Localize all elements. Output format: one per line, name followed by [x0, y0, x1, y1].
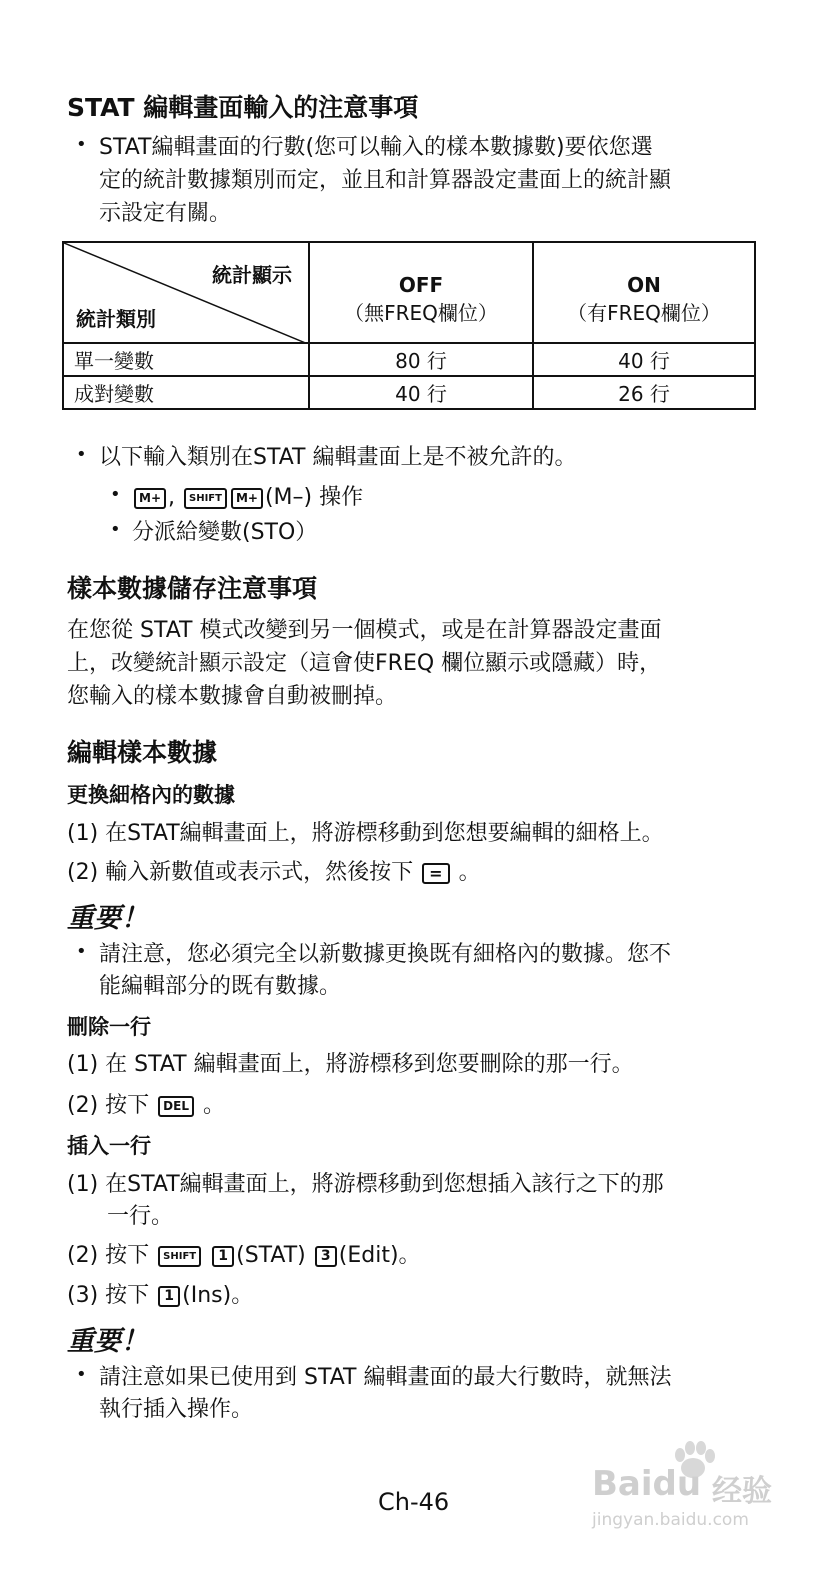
row-label: 單一變數: [63, 343, 309, 376]
corner-header-type: 統計類別: [76, 307, 156, 331]
step-line: (1) 在 STAT 編輯畫面上，將游標移到您要刪除的那一行。: [67, 1052, 634, 1077]
important-heading: 重要！: [67, 1326, 148, 1357]
paragraph-line: 示設定有關。: [99, 201, 232, 226]
section-title-stat-input: STAT 編輯畫面輸入的注意事項: [67, 93, 419, 122]
step-text: 。: [202, 1093, 225, 1118]
watermark-brand: Baidu: [592, 1464, 702, 1504]
step-line: (1) 在STAT編輯畫面上，將游標移動到您想插入該行之下的那: [67, 1172, 664, 1197]
shift-key: SHIFT: [158, 1246, 201, 1267]
step-line: [67, 855, 481, 886]
row-label: 成對變數: [63, 376, 309, 409]
step-line: (1) 在STAT編輯畫面上，將游標移動到您想要編輯的細格上。: [67, 821, 664, 846]
step-line: 一行。: [107, 1204, 174, 1229]
bullet-dot: •: [76, 444, 87, 465]
step-line: [67, 1278, 253, 1309]
step-line: [67, 1238, 421, 1269]
table-row: [63, 343, 755, 376]
step-text: (STAT): [236, 1243, 306, 1268]
subheading-replace: 更換細格內的數據: [67, 783, 235, 807]
step-text: (Edit)。: [338, 1243, 421, 1268]
step-text: 。: [458, 860, 481, 885]
paragraph-line: 您輸入的樣本數據會自動被刪掉。: [67, 684, 398, 709]
subheading-delete: 刪除一行: [67, 1015, 151, 1039]
bullet-dot: •: [110, 519, 121, 540]
paragraph-line: 以下輸入類別在STAT 編輯畫面上是不被允許的。: [99, 445, 577, 470]
key-1: 1: [212, 1246, 234, 1267]
keystroke-text: (M–) 操作: [264, 485, 364, 510]
header-on-title: ON: [627, 273, 661, 297]
paragraph-line: 在您從 STAT 模式改變到另一個模式，或是在計算器設定畫面: [67, 618, 662, 643]
watermark-url: jingyan.baidu.com: [592, 1510, 749, 1530]
step-line: [67, 1088, 225, 1119]
step-text: (Ins)。: [182, 1283, 254, 1308]
m-plus-key: M+: [231, 488, 263, 509]
paragraph-line: 執行插入操作。: [99, 1397, 254, 1422]
table-corner-cell: [63, 242, 309, 343]
section-title-edit: 編輯樣本數據: [67, 738, 218, 767]
corner-header-display: 統計顯示: [212, 263, 292, 287]
bullet-dot: •: [110, 484, 121, 505]
important-heading: 重要！: [67, 903, 148, 934]
header-off-title: OFF: [398, 273, 444, 297]
paragraph-line: STAT編輯畫面的行數(您可以輸入的樣本數據數)要依您選: [99, 135, 653, 160]
header-off-sub: （無FREQ欄位）: [344, 301, 498, 325]
step-text: (3) 按下: [67, 1283, 150, 1308]
step-text: (2) 按下: [67, 1093, 150, 1118]
table-header-off: [309, 242, 533, 343]
table-header-on: [533, 242, 755, 343]
paragraph-line: 請注意，您必須完全以新數據更換既有細格內的數據。您不: [99, 942, 672, 967]
equals-key: =: [422, 863, 449, 884]
subheading-insert: 插入一行: [67, 1134, 151, 1158]
paragraph-line: 分派給變數(STO）: [132, 520, 318, 545]
row-on-value: 40 行: [533, 343, 755, 376]
paragraph-line: 定的統計數據類別而定，並且和計算器設定畫面上的統計顯: [99, 168, 672, 193]
step-text: (2) 輸入新數值或表示式，然後按下: [67, 860, 414, 885]
separator: ,: [168, 485, 175, 510]
row-on-value: 26 行: [533, 376, 755, 409]
stat-rows-table: [62, 241, 756, 410]
shift-key: SHIFT: [184, 488, 227, 509]
paragraph-line: 能編輯部分的既有數據。: [99, 974, 342, 999]
watermark-cn: 经验: [712, 1474, 772, 1509]
del-key: DEL: [158, 1096, 194, 1117]
key-3: 3: [315, 1246, 337, 1267]
row-off-value: 40 行: [309, 376, 533, 409]
bullet-dot: •: [76, 134, 87, 155]
row-off-value: 80 行: [309, 343, 533, 376]
paragraph-line: 請注意如果已使用到 STAT 編輯畫面的最大行數時，就無法: [99, 1365, 672, 1390]
keystroke-line-mminus: [132, 480, 363, 511]
table-row: [63, 376, 755, 409]
section-title-storage: 樣本數據儲存注意事項: [67, 574, 318, 603]
header-on-sub: （有FREQ欄位）: [567, 301, 721, 325]
bullet-dot: •: [76, 1364, 87, 1385]
paragraph-line: 上，改變統計顯示設定（這會使FREQ 欄位顯示或隱藏）時，: [67, 651, 662, 676]
step-text: (2) 按下: [67, 1243, 150, 1268]
page-number: Ch-46: [378, 1488, 450, 1516]
m-plus-key: M+: [134, 488, 166, 509]
key-1: 1: [158, 1286, 180, 1307]
bullet-dot: •: [76, 941, 87, 962]
